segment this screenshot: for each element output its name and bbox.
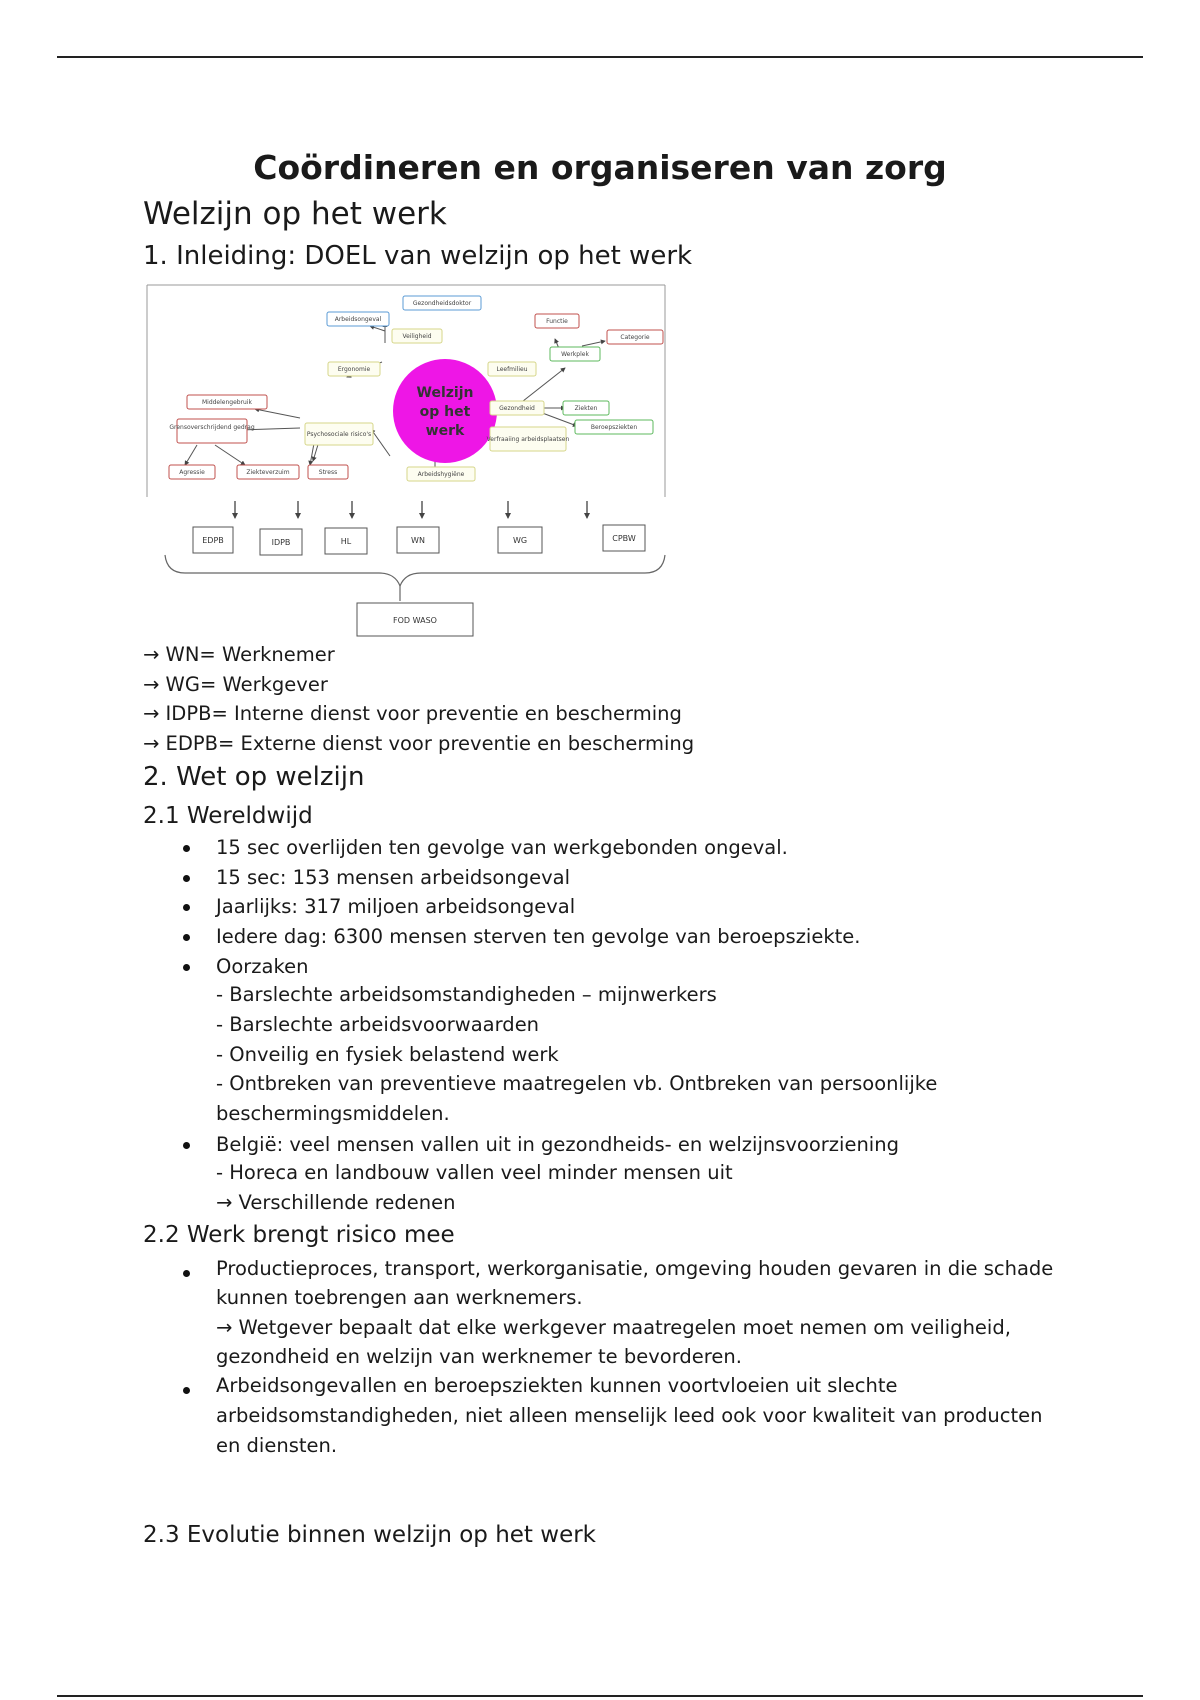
bullet-text: 15 sec overlijden ten gevolge van werkgebonden ongeval.: [216, 836, 788, 859]
risico-line: gezondheid en welzijn van werknemer te bevorderen.: [216, 1345, 742, 1368]
node-grensoverschr: Grensoverschrijdend gedrag: [169, 424, 255, 431]
abbr-wn: → WN= Werknemer: [143, 643, 335, 666]
down-arrows: [235, 501, 587, 518]
oorzaak-line: - Onveilig en fysiek belastend werk: [216, 1043, 559, 1066]
risico-arrow-line: → Wetgever bepaalt dat elke werkgever maatregelen moet nemen om veiligheid,: [216, 1316, 1011, 1339]
bullet-text: België: veel mensen vallen uit in gezondheids- en welzijnsvoorziening: [216, 1133, 899, 1156]
node-gezondheidsdoktor: Gezondheidsdoktor: [412, 300, 472, 307]
node-categorie: Categorie: [620, 334, 650, 341]
node-ziekteverzuim: Ziekteverzuim: [246, 469, 290, 476]
node-werkplek: Werkplek: [561, 351, 589, 358]
oorzaak-line: - Barslechte arbeidsomstandigheden – mijnwerkers: [216, 983, 717, 1006]
bullet-text: Oorzaken: [216, 955, 309, 978]
bullet-dot: [183, 1142, 190, 1149]
node-beroepsziekten: Beroepsziekten: [590, 424, 638, 431]
box-edpb-label: EDPB: [202, 536, 224, 545]
abbr-edpb: → EDPB= Externe dienst voor preventie en bescherming: [143, 732, 695, 755]
node-functie: Functie: [546, 318, 568, 325]
node-verfraaiing: Verfraaiing arbeidsplaatsen: [486, 436, 570, 443]
box-hl-label: HL: [340, 537, 352, 546]
bullet-text: Iedere dag: 6300 mensen sterven ten gevolge van beroepsziekte.: [216, 925, 861, 948]
bullet-dot: [183, 875, 190, 882]
center-label-2: op het: [419, 404, 471, 420]
box-idpb-label: IDPB: [271, 538, 291, 547]
box-wn-label: WN: [411, 536, 425, 545]
bullet-text: Jaarlijks: 317 miljoen arbeidsongeval: [216, 895, 576, 918]
belgie-line: - Horeca en landbouw vallen veel minder mensen uit: [216, 1161, 733, 1184]
oorzaak-line: - Barslechte arbeidsvoorwaarden: [216, 1013, 540, 1036]
abbr-idpb: → IDPB= Interne dienst voor preventie en bescherming: [143, 702, 682, 725]
section22-title: 2.2 Werk brengt risico mee: [143, 1222, 455, 1248]
bullet-dot: [183, 1270, 190, 1277]
risico-line: en diensten.: [216, 1434, 338, 1457]
node-agressie: Agressie: [179, 469, 205, 476]
welzijn-diagram: [145, 283, 679, 641]
risico-line: Productieproces, transport, werkorganisatie, omgeving houden gevaren in die schade: [216, 1257, 1054, 1280]
node-grensoverschr-box: [177, 419, 247, 443]
node-arbeidshygiene: Arbeidshygiëne: [417, 471, 465, 478]
node-leefmilieu: Leefmilieu: [496, 366, 528, 373]
bullet-text: 15 sec: 153 mensen arbeidsongeval: [216, 866, 571, 889]
bullet-dot: [183, 964, 190, 971]
risico-line: Arbeidsongevallen en beroepsziekten kunnen voortvloeien uit slechte: [216, 1374, 898, 1397]
oorzaak-line: beschermingsmiddelen.: [216, 1102, 450, 1125]
box-fod-waso-label: FOD WASO: [393, 616, 437, 625]
bullet-dot: [183, 1387, 190, 1394]
oorzaak-line: - Ontbreken van preventieve maatregelen vb. Ontbreken van persoonlijke: [216, 1072, 938, 1095]
section21-title: 2.1 Wereldwijd: [143, 803, 313, 829]
bullet-dot: [183, 845, 190, 852]
node-veiligheid: Veiligheid: [402, 333, 432, 340]
section23-title: 2.3 Evolutie binnen welzijn op het werk: [143, 1522, 596, 1548]
node-ziekten: Ziekten: [574, 405, 598, 412]
node-psychosociale: Psychosociale risico's: [306, 431, 372, 438]
brace: [165, 555, 665, 586]
belgie-arrow-line: → Verschillende redenen: [216, 1191, 456, 1214]
risico-line: arbeidsomstandigheden, niet alleen menselijk leed ook voor kwaliteit van producten: [216, 1404, 1043, 1427]
section1-title: 1. Inleiding: DOEL van welzijn op het werk: [143, 241, 693, 271]
bullet-dot: [183, 934, 190, 941]
box-cpbw-label: CPBW: [612, 534, 636, 543]
node-ergonomie: Ergonomie: [337, 366, 371, 373]
box-wg-label: WG: [512, 536, 528, 545]
document-title: Coördineren en organiseren van zorg: [253, 148, 947, 187]
node-gezondheid: Gezondheid: [499, 405, 535, 412]
risico-line: kunnen toebrengen aan werknemers.: [216, 1286, 583, 1309]
top-rule: [57, 56, 1143, 58]
bullet-dot: [183, 904, 190, 911]
abbr-wg: → WG= Werkgever: [143, 673, 328, 696]
node-stress: Stress: [318, 469, 338, 476]
section2-title: 2. Wet op welzijn: [143, 762, 365, 792]
heading-welzijn: Welzijn op het werk: [143, 196, 447, 232]
node-middelen: Middelengebruik: [201, 399, 253, 406]
bottom-rule: [57, 1695, 1143, 1697]
center-label-1: Welzijn: [416, 385, 474, 401]
node-arbeidsongeval: Arbeidsongeval: [334, 316, 382, 323]
center-label-3: werk: [425, 423, 465, 439]
